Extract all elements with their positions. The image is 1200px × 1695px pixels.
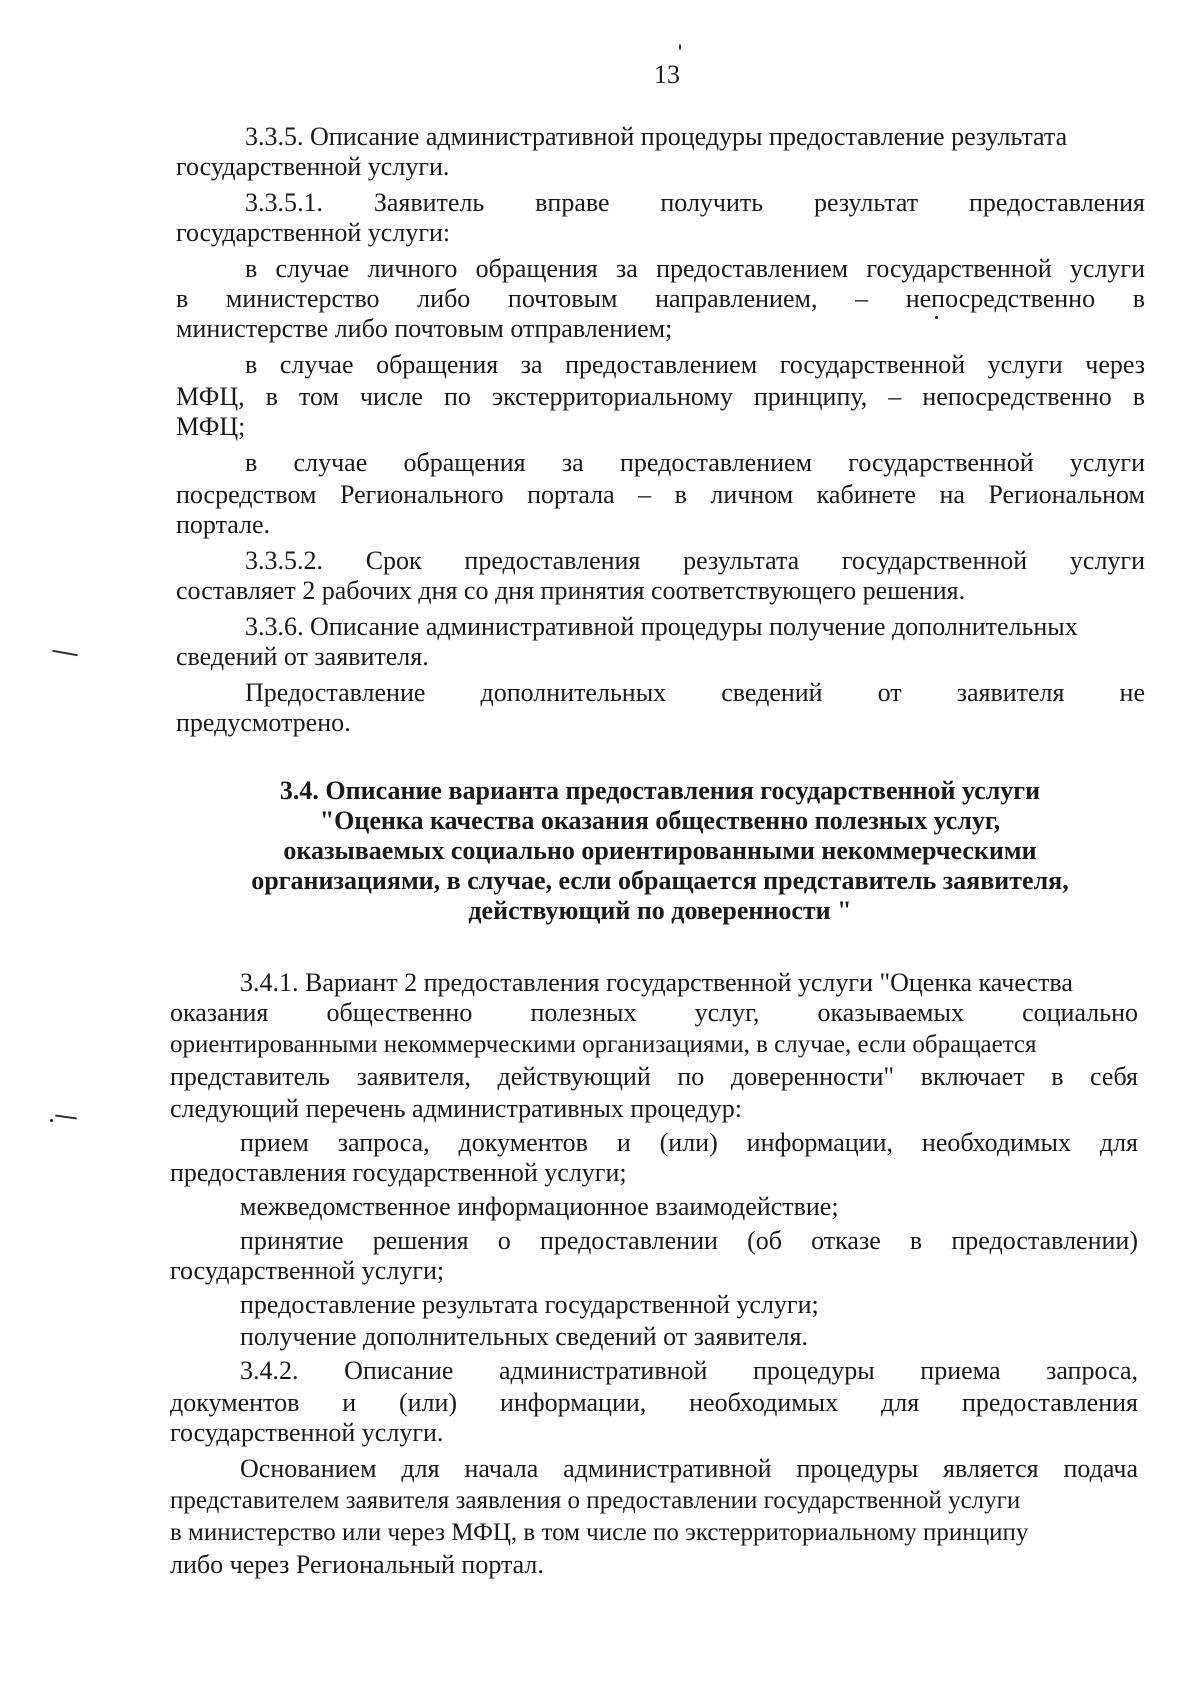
paragraph-line: ориентированными некоммерческими организациями, в случае, если обращается (170, 1031, 1037, 1058)
scan-mark-1 (52, 650, 78, 656)
paragraph-line: государственной услуги; (170, 1256, 445, 1285)
paragraph-line: государственной услуги. (176, 152, 450, 181)
paragraph-line: посредством Регионального портала – в личном кабинете на Региональном (176, 480, 1145, 509)
paragraph-line: либо через Региональный портал. (170, 1550, 544, 1579)
paragraph-line: 3.3.5.2. Срок предоставления результата государственной услуги (245, 546, 1145, 575)
paragraph-line: сведений от заявителя. (176, 642, 429, 671)
paragraph-line: 3.4.2. Описание административной процедуры приема запроса, (240, 1356, 1138, 1385)
paragraph-line: предоставление результата государственной услуги; (240, 1290, 819, 1319)
paragraph-line: в случае обращения за предоставлением государственной услуги (245, 448, 1145, 477)
page-number: 13 (654, 60, 680, 89)
paragraph-line: МФЦ; (176, 412, 246, 441)
paragraph-line: получение дополнительных сведений от заявителя. (240, 1322, 808, 1351)
paragraph-line: МФЦ, в том числе по экстерриториальному принципу, – непосредственно в (176, 382, 1145, 411)
paragraph-line: в случае обращения за предоставлением государственной услуги через (245, 350, 1145, 379)
section-heading: 3.4. Описание варианта предоставления государственной услуги (279, 776, 1041, 805)
paragraph-line: государственной услуги: (176, 218, 451, 247)
paragraph-line: в случае личного обращения за предоставлением государственной услуги (245, 254, 1145, 283)
section-heading: организациями, в случае, если обращается представитель заявителя, (251, 866, 1069, 895)
paragraph-line: портале. (176, 510, 271, 539)
scan-mark-2 (55, 1114, 77, 1119)
paragraph-line: следующий перечень административных процедур: (170, 1094, 742, 1123)
paragraph-line: принятие решения о предоставлении (об отказе в предоставлении) (240, 1226, 1138, 1255)
paragraph-line: представителем заявителя заявления о предоставлении государственной услуги (170, 1487, 1021, 1514)
paragraph-line: 3.3.5.1. Заявитель вправе получить результат предоставления (245, 188, 1145, 217)
paragraph-line: 3.3.5. Описание административной процедуры предоставление результата (245, 122, 1068, 151)
paragraph-line: 3.4.1. Вариант 2 предоставления государственной услуги "Оценка качества (240, 968, 1073, 997)
paragraph-line: прием запроса, документов и (или) информации, необходимых для (240, 1128, 1138, 1157)
scan-speck (935, 316, 938, 319)
paragraph-line: Предоставление дополнительных сведений от заявителя не (245, 678, 1145, 707)
paragraph-line: в министерство либо почтовым направлением, – непосредственно в (176, 284, 1145, 313)
paragraph-line: представитель заявителя, действующий по доверенности" включает в себя (170, 1062, 1138, 1091)
scan-speck (679, 44, 681, 50)
paragraph-line: министерстве либо почтовым отправлением; (176, 314, 673, 343)
section-heading: действующий по доверенности " (468, 896, 852, 925)
paragraph-line: предусмотрено. (176, 708, 351, 737)
paragraph-line: оказания общественно полезных услуг, оказываемых социально (170, 998, 1138, 1027)
section-heading: оказываемых социально ориентированными некоммерческими (283, 836, 1037, 865)
paragraph-line: межведомственное информационное взаимодействие; (240, 1192, 839, 1221)
section-heading: "Оценка качества оказания общественно полезных услуг, (319, 806, 1001, 835)
paragraph-line: в министерство или через МФЦ, в том числе по экстерриториальному принципу (170, 1519, 1029, 1546)
paragraph-line: предоставления государственной услуги; (170, 1158, 627, 1187)
scan-speck (50, 1119, 53, 1122)
paragraph-line: составляет 2 рабочих дня со дня принятия соответствующего решения. (176, 576, 966, 605)
paragraph-line: документов и (или) информации, необходимых для предоставления (170, 1388, 1138, 1417)
paragraph-line: государственной услуги. (170, 1418, 444, 1447)
paragraph-line: Основанием для начала административной процедуры является подача (240, 1454, 1138, 1483)
paragraph-line: 3.3.6. Описание административной процедуры получение дополнительных (245, 612, 1078, 641)
